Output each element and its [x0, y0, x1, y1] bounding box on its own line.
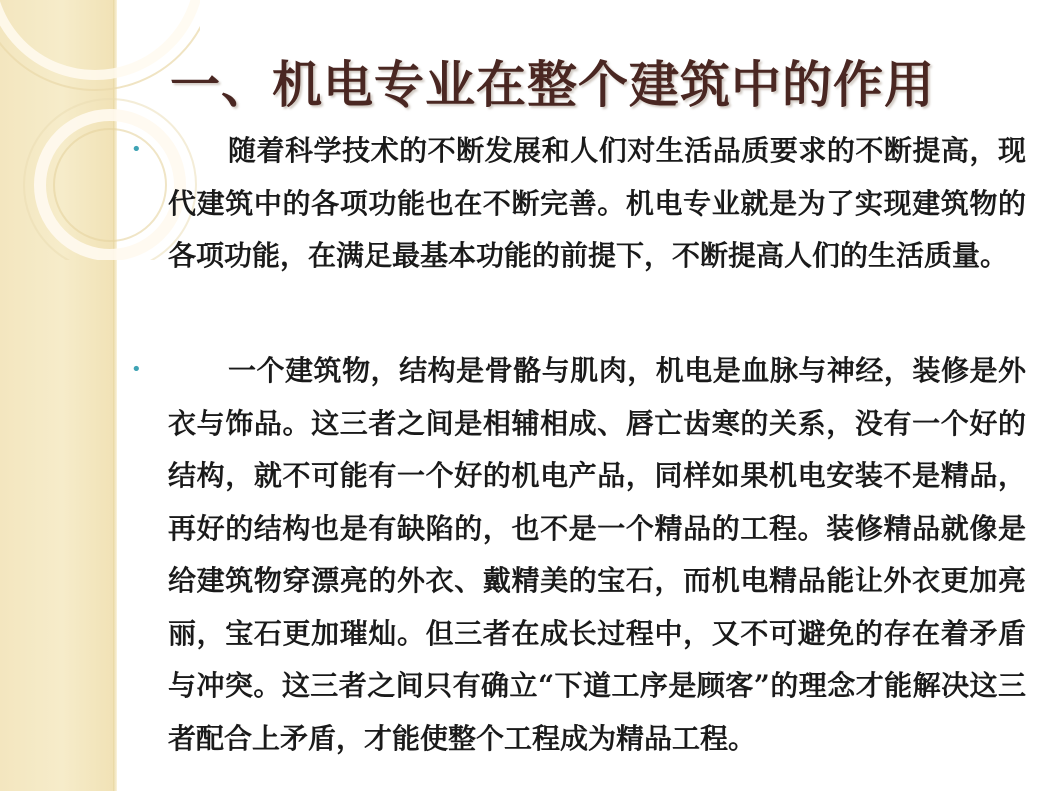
- paragraph-1: 随着科学技术的不断发展和人们对生活品质要求的不断提高，现代建筑中的各项功能也在不断完善。机电专业就是为了实现建筑物的各项功能，在满足最基本功能的前提下，不断提高人们的生活质量。: [168, 134, 1026, 272]
- bullet-1: •: [131, 139, 142, 160]
- paragraph-2: 一个建筑物，结构是骨骼与肌肉，机电是血脉与神经，装修是外衣与饰品。这三者之间是相辅相成、唇亡齿寒的关系，没有一个好的结构，就不可能有一个好的机电产品，同样如果机电安装不是精品，再好的结构也是有缺陷的，也不是一个精品的工程。装修精品就像是给建筑物穿漂亮的外衣、戴精美的宝石，而机电精品能让外衣更加亮丽，宝石更加璀灿。但三者在成长过程中，又不可避免的存在着矛盾与冲突。这三者之间只有确立“下道工序是顾客”的理念才能解决这三者配合上矛盾，才能使整个工程成为精品工程。: [168, 354, 1026, 755]
- slide-title: 一、机电专业在整个建筑中的作用: [170, 55, 935, 114]
- bullet-2: •: [131, 359, 142, 380]
